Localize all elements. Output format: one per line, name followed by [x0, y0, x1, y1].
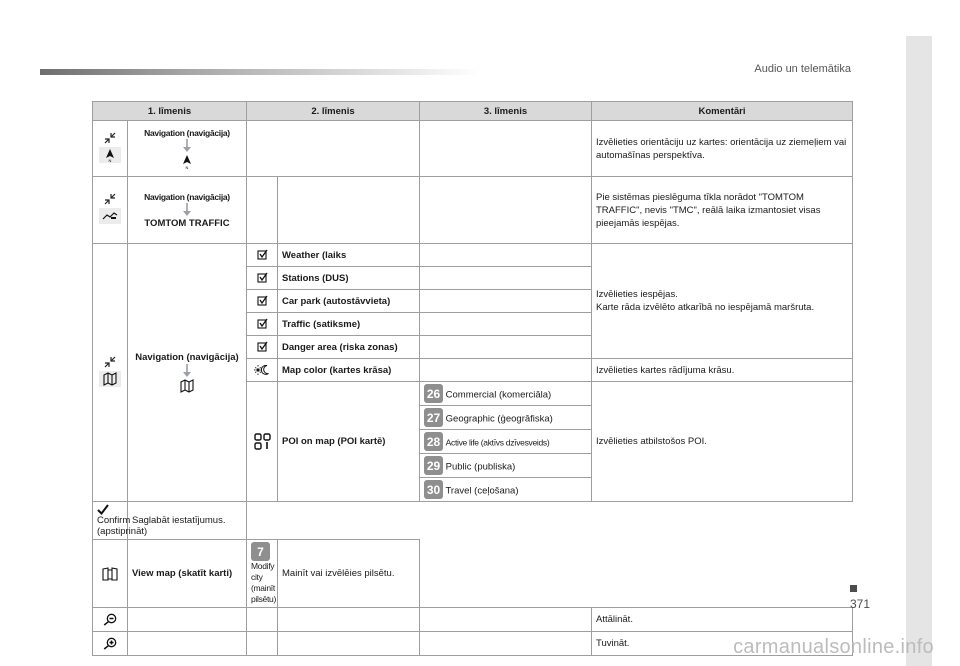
- comment-cell: Tuvināt.: [592, 632, 853, 656]
- empty-cell: [247, 121, 420, 177]
- collapse-arrows-icon: [104, 132, 116, 144]
- level4-label: Public (publiska): [445, 461, 516, 473]
- level4-label: Commercial (komerciāla): [445, 389, 552, 401]
- day-night-icon: [254, 364, 270, 375]
- level1-icon-cell: [93, 632, 128, 656]
- empty-cell: [247, 608, 278, 632]
- item-number-badge: 29: [424, 456, 443, 475]
- empty-cell: [420, 608, 592, 632]
- flow-arrow-icon: [182, 364, 192, 378]
- table-row: [93, 502, 853, 540]
- column-header-comments: Komentāri: [592, 102, 853, 121]
- level1-icon-cell: [93, 177, 128, 244]
- level2-cell: [128, 177, 247, 244]
- level3-label: Car park (autostāvvieta): [278, 290, 420, 313]
- table-row: [93, 540, 853, 608]
- empty-cell: [420, 336, 592, 359]
- level2-sublabel: TOMTOM TRAFFIC: [144, 217, 230, 229]
- collapse-arrows-icon: [104, 193, 116, 205]
- comment-cell: Izvēlieties iespējas. Karte rāda izvēlēto atkarībā no iespējamā maršruta.: [592, 244, 853, 359]
- item-number-badge: 28: [424, 432, 443, 451]
- column-header-level2: 2. līmenis: [247, 102, 420, 121]
- check-icon: [97, 504, 116, 515]
- empty-cell: [420, 267, 592, 290]
- level4-cell: [93, 502, 148, 540]
- comment-cell: Attālināt.: [592, 608, 853, 632]
- level2-label: Navigation (navigācija): [144, 191, 230, 202]
- north-arrow-icon: [99, 147, 121, 163]
- level3-label: Traffic (satiksme): [278, 313, 420, 336]
- level4-cell: [420, 430, 592, 454]
- map-icon: [180, 379, 194, 393]
- collapse-arrows-icon: [104, 356, 116, 368]
- level3-icon-cell: [247, 244, 278, 267]
- level4-label: Travel (ceļošana): [445, 485, 519, 497]
- level3-icon-cell: [247, 313, 278, 336]
- level4-cell: [420, 382, 592, 406]
- book-icon: [102, 567, 118, 581]
- watermark: carmanualsonline.info: [733, 636, 934, 658]
- level2-cell: [128, 244, 247, 502]
- header-title: Audio un telemātika: [754, 63, 851, 75]
- level2-label: Navigation (navigācija): [144, 127, 230, 138]
- level4-cell: [420, 406, 592, 430]
- table-header-row: [93, 102, 853, 121]
- empty-cell: [420, 359, 592, 382]
- level3-label: POI on map (POI kartē): [278, 382, 420, 502]
- checkbox-icon: [257, 341, 268, 352]
- level4-cell: [247, 540, 278, 608]
- north-arrow-icon: [181, 154, 193, 170]
- item-number-badge: 30: [424, 480, 443, 499]
- table-row: [93, 121, 853, 177]
- level4-label: Confirm (apstiprināt): [97, 515, 148, 538]
- level4-label: Modify city (mainīt pilsētu): [251, 561, 277, 605]
- checkbox-icon: [257, 318, 268, 329]
- empty-cell: [420, 121, 592, 177]
- comment-cell: Izvēlieties atbilstošos POI.: [592, 382, 853, 502]
- comment-cell: Pie sistēmas pieslēguma tīkla norādot "TOMTOM TRAFFIC", nevis "TMC", reālā laika izmantosiet visas pieejamās iespējas.: [592, 177, 853, 244]
- level3-label: View map (skatīt karti): [128, 540, 247, 608]
- level1-icon-cell: [93, 244, 128, 502]
- traffic-icon: [99, 208, 121, 224]
- level3-label: Stations (DUS): [278, 267, 420, 290]
- table-row: [93, 608, 853, 632]
- level3-icon-cell: [247, 336, 278, 359]
- checkbox-icon: [257, 272, 268, 283]
- empty-cell: [420, 244, 592, 267]
- svg-text:N: N: [108, 157, 112, 162]
- level3-icon-cell: [247, 382, 278, 502]
- comment-cell: Mainīt vai izvēlēies pilsētu.: [278, 540, 420, 608]
- empty-cell: [420, 177, 592, 244]
- item-number-badge: 27: [424, 408, 443, 427]
- flow-arrow-icon: [182, 139, 192, 153]
- empty-cell: [247, 632, 278, 656]
- comment-cell: Izvēlieties kartes rādījuma krāsu.: [592, 359, 853, 382]
- level4-cell: [420, 454, 592, 478]
- zoom-out-icon: [103, 613, 117, 626]
- column-header-level1: 1. līmenis: [93, 102, 247, 121]
- level4-label: Geographic (ģeogrāfiska): [445, 413, 553, 425]
- level2-label: Navigation (navigācija): [135, 352, 239, 363]
- level1-icon-cell: [93, 608, 128, 632]
- level3-icon-cell: [247, 267, 278, 290]
- empty-cell: [247, 177, 278, 244]
- level4-label: Active life (aktīvs dzīvesveids): [445, 437, 550, 448]
- empty-cell: [420, 313, 592, 336]
- flow-arrow-icon: [182, 203, 192, 217]
- level3-icon-cell: [247, 290, 278, 313]
- column-header-level3: 3. līmenis: [420, 102, 592, 121]
- svg-text:N: N: [185, 164, 189, 170]
- checkbox-icon: [257, 295, 268, 306]
- level2-cell: [128, 121, 247, 177]
- empty-cell: [278, 632, 420, 656]
- level3-icon-cell: [247, 359, 278, 382]
- comment-cell: Saglabāt iestatījumus.: [128, 502, 247, 540]
- side-strip: [906, 36, 932, 666]
- navigation-menu-table: [92, 101, 853, 656]
- level1-icon-cell: [93, 121, 128, 177]
- empty-cell: [420, 290, 592, 313]
- zoom-in-icon: [103, 637, 117, 650]
- level4-cell: [420, 478, 592, 502]
- empty-cell: [420, 632, 592, 656]
- level3-label: Weather (laiks: [278, 244, 420, 267]
- poi-icon: [254, 433, 271, 450]
- level3-label: Danger area (riska zonas): [278, 336, 420, 359]
- page-number: 371: [849, 597, 870, 611]
- empty-cell: [128, 632, 247, 656]
- level3-label: Map color (kartes krāsa): [278, 359, 420, 382]
- empty-cell: [278, 608, 420, 632]
- checkbox-icon: [257, 249, 268, 260]
- table-row: [93, 177, 853, 244]
- map-icon: [99, 371, 121, 387]
- page-marker: [850, 585, 857, 592]
- level3-icon-cell: [93, 540, 128, 608]
- item-number-badge: 26: [424, 384, 443, 403]
- header-gradient-bar: [40, 69, 480, 75]
- empty-cell: [278, 177, 420, 244]
- empty-cell: [128, 608, 247, 632]
- item-number-badge: 7: [251, 542, 270, 561]
- comment-cell: Izvēlieties orientāciju uz kartes: orientācija uz ziemeļiem vai automašīnas perspektīva.: [592, 121, 853, 177]
- table-row: [93, 244, 853, 267]
